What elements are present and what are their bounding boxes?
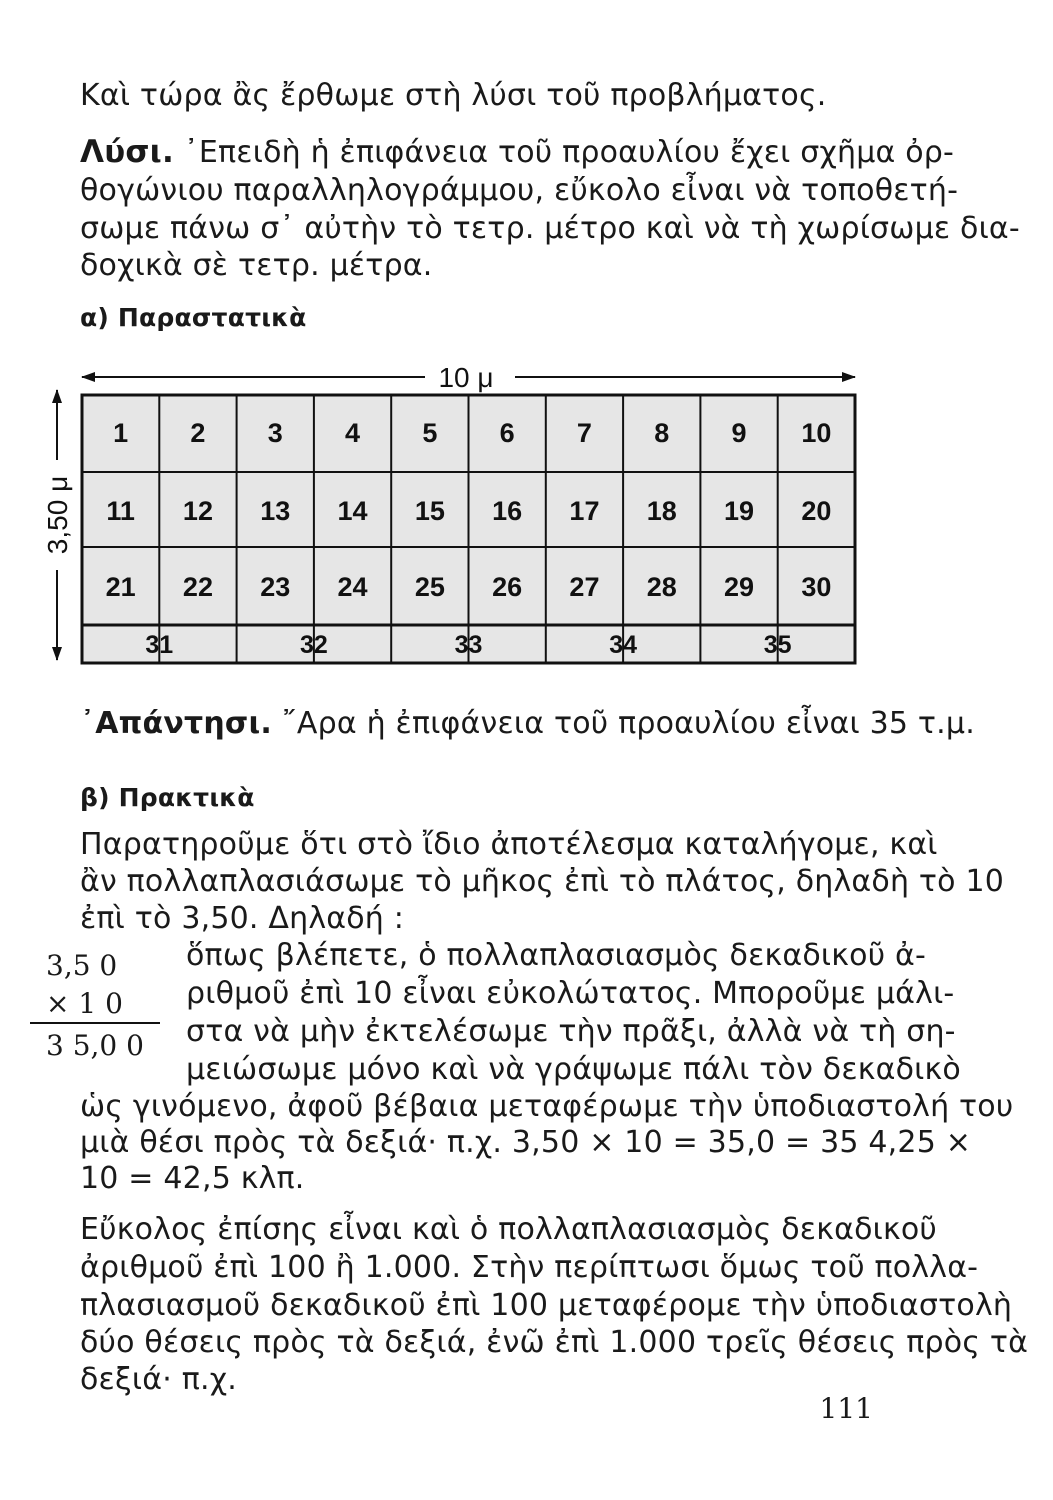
grid-cell-number: 3 xyxy=(267,418,283,448)
para3-line-4: δύο θέσεις πρὸς τὰ δεξιά, ἐνῶ ἐπὶ 1.000 τρεῖς θέσεις πρὸς τὰ xyxy=(80,1325,1029,1360)
para2-line-2: ριθμοῦ ἐπὶ 10 εἶναι εὐκολώτατος. Μποροῦμε μάλι- xyxy=(186,976,955,1011)
grid-cell-number: 22 xyxy=(182,572,213,602)
grid-cell-number: 9 xyxy=(731,418,747,448)
grid-cell-number: 19 xyxy=(724,496,755,526)
solution-line-2: θογώνιου παραλληλογράμμου, εὔκολο εἶναι νὰ τοποθετή- xyxy=(80,173,959,208)
grid-cell-number: 14 xyxy=(337,496,368,526)
para3-line-1: Εὔκολος ἐπίσης εἶναι καὶ ὁ πολλαπλασιασμὸς δεκαδικοῦ xyxy=(80,1212,937,1247)
grid-cell-number: 30 xyxy=(801,572,832,602)
para2-line-7: 10 = 42,5 κλπ. xyxy=(80,1161,305,1196)
solution-line-1: Λύσι. ᾿Επειδὴ ἡ ἐπιφάνεια τοῦ προαυλίου ἔχει σχῆμα ὀρ- xyxy=(80,134,955,170)
solution-label: Λύσι. xyxy=(80,134,174,170)
grid-cell-number: 15 xyxy=(414,496,445,526)
para2-line-5: ὡς γινόμενο, ἀφοῦ βέβαια μεταφέρωμε τὴν ὑποδιαστολή του xyxy=(80,1089,1014,1124)
para2-line-4: μειώσωμε μόνο καὶ νὰ γράψωμε πάλι τὸν δεκαδικὸ xyxy=(186,1052,961,1087)
grid-cell-number: 27 xyxy=(569,572,600,602)
calc-result: 3 5,0 0 xyxy=(46,1029,144,1062)
grid-cell-number: 29 xyxy=(724,572,755,602)
grid-cell-number: 8 xyxy=(654,418,670,448)
grid-cell-number: 23 xyxy=(260,572,291,602)
grid-cell-number: 24 xyxy=(337,572,368,602)
grid-half-cell-number: 32 xyxy=(299,631,328,659)
grid-cell-number: 6 xyxy=(499,418,515,448)
section-a-heading: α) Παραστατικὰ xyxy=(80,303,307,332)
grid-cell-number: 16 xyxy=(492,496,523,526)
para3-line-3: πλασιασμοῦ δεκαδικοῦ ἐπὶ 100 μεταφέρομε τὴν ὑποδιαστολὴ xyxy=(80,1288,1013,1323)
grid-cell-number: 18 xyxy=(646,496,677,526)
grid-cell-number: 20 xyxy=(801,496,832,526)
para3-line-5: δεξιά· π.χ. xyxy=(80,1362,237,1397)
grid-cell-number: 2 xyxy=(190,418,206,448)
grid-half-cell-number: 34 xyxy=(609,631,638,659)
page-number: 111 xyxy=(819,1392,873,1425)
solution-line-3: σωμε πάνω σ᾿ αὐτὴν τὸ τετρ. μέτρο καὶ νὰ τὴ χωρίσωμε δια- xyxy=(80,211,1020,246)
intro-line: Καὶ τώρα ἂς ἔρθωμε στὴ λύσι τοῦ προβλήματος. xyxy=(80,78,827,113)
para1-line-3: ἐπὶ τὸ 3,50. Δηλαδή : xyxy=(80,901,405,936)
grid-cell-number: 21 xyxy=(105,572,136,602)
answer-text: ῎Αρα ἡ ἐπιφάνεια τοῦ προαυλίου εἶναι 35 τ.μ. xyxy=(281,706,975,741)
calc-rule xyxy=(30,1022,160,1024)
grid-cell-number: 11 xyxy=(106,496,135,526)
section-b-heading: β) Πρακτικὰ xyxy=(80,783,255,812)
para2-line-1: ὅπως βλέπετε, ὁ πολλαπλασιασμὸς δεκαδικοῦ ἀ- xyxy=(186,938,927,973)
grid-cell-number: 10 xyxy=(801,418,832,448)
grid-half-cell-number: 35 xyxy=(763,631,792,659)
grid-cell-number: 4 xyxy=(345,418,361,448)
solution-line-4: δοχικὰ σὲ τετρ. μέτρα. xyxy=(80,248,433,283)
grid-cell-number: 1 xyxy=(113,418,129,448)
grid-cell-number: 25 xyxy=(414,572,445,602)
grid-cell-number: 7 xyxy=(576,418,592,448)
grid-cell-number: 12 xyxy=(182,496,213,526)
para2-line-3: στα νὰ μὴν ἐκτελέσωμε τὴν πρᾶξι, ἀλλὰ νὰ τὴ ση- xyxy=(186,1014,956,1049)
grid-cell-number: 26 xyxy=(492,572,523,602)
para1-line-1: Παρατηροῦμε ὅτι στὸ ἴδιο ἀποτέλεσμα καταλήγομε, καὶ xyxy=(80,827,938,862)
calc-multiplicand: 3,5 0 xyxy=(46,949,118,982)
grid-diagram xyxy=(0,360,1053,680)
para1-line-2: ἂν πολλαπλασιάσωμε τὸ μῆκος ἐπὶ τὸ πλάτος, δηλαδὴ τὸ 10 xyxy=(80,864,1005,899)
answer-line xyxy=(80,706,975,742)
para3-line-2: ἀριθμοῦ ἐπὶ 100 ἢ 1.000. Στὴν περίπτωσι ὅμως τοῦ πολλα- xyxy=(80,1250,979,1285)
grid-cell-number: 5 xyxy=(422,418,438,448)
grid-cell-number: 17 xyxy=(569,496,600,526)
para2-line-6: μιὰ θέσι πρὸς τὰ δεξιά· π.χ. 3,50 × 10 = 35,0 = 35 4,25 × xyxy=(80,1125,972,1160)
grid-cell-number: 28 xyxy=(646,572,677,602)
grid-cell-number: 13 xyxy=(260,496,291,526)
grid-half-cell-number: 31 xyxy=(145,631,174,659)
answer-label: ᾿Απάντησι. xyxy=(80,706,272,741)
calc-multiplier: × 1 0 xyxy=(46,987,123,1020)
height-label: 3,50 μ xyxy=(42,475,73,555)
grid-half-cell-number: 33 xyxy=(454,631,483,659)
width-label: 10 μ xyxy=(438,362,494,393)
